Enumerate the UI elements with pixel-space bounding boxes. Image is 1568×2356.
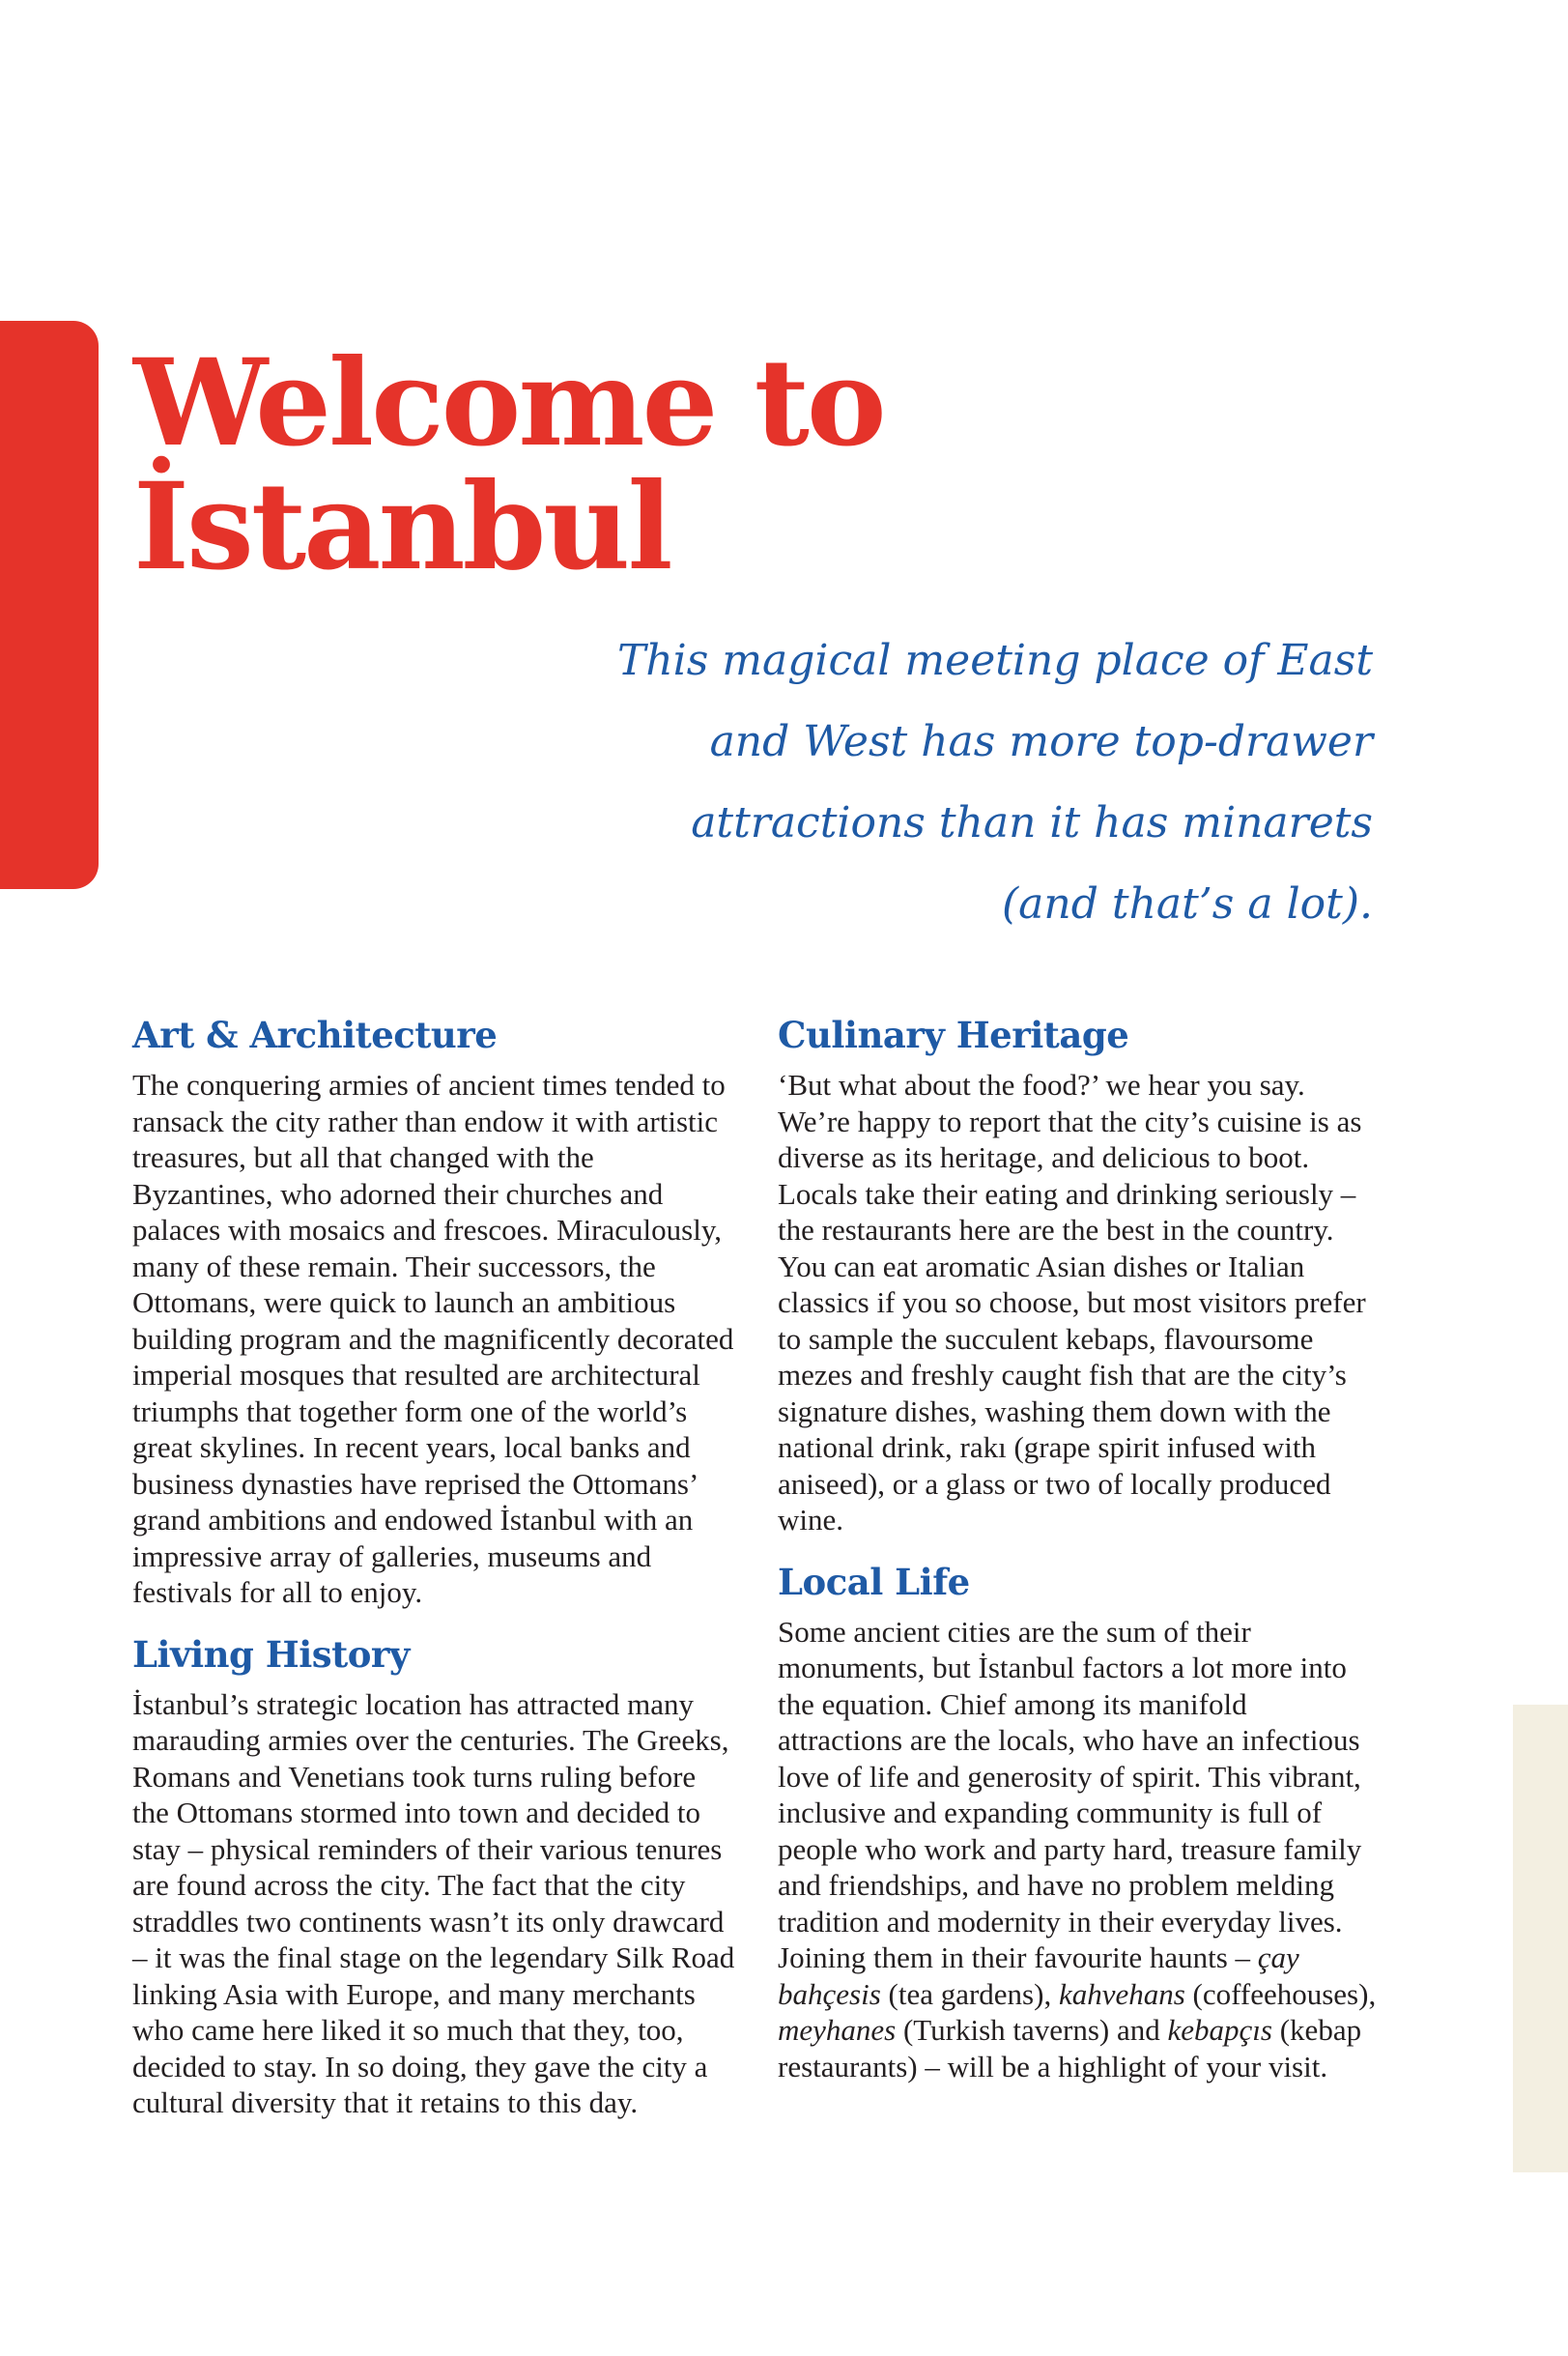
art-architecture-body: The conquering armies of ancient times tended to ransack the city rather than endow it with artistic treasures, but all that changed with the Byzantines, who adorned their churches and palaces with mosaics and frescoes. Miraculously, many of these remain. Their successors, the Ottomans, were quick to launch an ambitious building program and the magnificently decorated imperial mosques that resulted are architectural triumphs that together form one of the world’s great skylines. In recent years, local banks and business dynasties have reprised the Ottomans’ grand ambitions and endowed İstanbul with an impressive array of galleries, museums and festivals for all to enjoy. [132,1068,734,1609]
living-history-body: İstanbul’s strategic location has attracted many marauding armies over the centuries. The Greeks, Romans and Venetians took turns ruling before the Ottomans stormed into town and decided to stay – physical reminders of their various tenures are found across the city. The fact that the city straddles two continents wasn’t its only drawcard – it was the final stage on the legendary Silk Road linking Asia with Europe, and many merchants who came here liked it so much that they, too, decided to stay. In so doing, they gave the city a cultural diversity that it retains to this day. [132,1686,735,2119]
living-history-heading: Living History [132,1632,410,1676]
term-meyhanes: meyhanes [778,2013,897,2047]
subtitle-line: and West has more top-drawer [709,717,1373,766]
term-cay-bahcesis: çay bahçesis [778,1940,1299,2011]
left-column [132,1005,735,2135]
side-tab-beige [1513,1705,1568,2172]
gloss-text: (tea gardens), [888,1976,1052,2011]
page-title-line1: Welcome to [133,333,884,474]
page-title-line2: İstanbul [133,457,670,597]
page-subtitle [407,620,1373,945]
gloss-text: (coffeehouses), [1192,1976,1377,2011]
subtitle-line: (and that’s a lot). [1002,879,1373,929]
subtitle-line: This magical meeting place of East [616,636,1373,685]
art-architecture-heading: Art & Architecture [132,1014,498,1056]
culinary-heritage-body: ‘But what about the food?’ we hear you say. We’re happy to report that the city’s cuisine is as diverse as its heritage, and delicious to boot. Locals take their eating and drinking seriously – the restaurants here are the best in the country. You can eat aromatic Asian dishes or Italian classics if you so choose, but most visitors prefer to sample the succulent kebaps, flavoursome mezes and freshly caught fish that are the city’s signature dishes, washing them down with the national drink, rakı (grape spirit infused with aniseed), or a glass or two of locally produced wine. [778,1068,1366,1537]
local-life-body [778,1614,1377,2085]
local-life-heading: Local Life [778,1560,970,1603]
chapter-tab-red [0,321,99,889]
term-kahvehans: kahvehans [1058,1976,1185,2011]
right-column [778,1005,1377,2098]
culinary-heritage-heading: Culinary Heritage [778,1014,1129,1056]
page-title [133,333,1099,597]
gloss-text: (Turkish taverns) and [902,2013,1160,2047]
subtitle-line: attractions than it has minarets [691,798,1373,848]
gloss-text: (kebap restaurants) – will be a highlight of your visit. [778,2013,1362,2083]
term-kebapcis: kebapçıs [1167,2013,1272,2047]
local-life-text: Some ancient cities are the sum of their monuments, but İstanbul factors a lot more into the equation. Chief among its manifold attractions are the locals, who have an infectious love of life and generosity of spirit. This vibrant, inclusive and expanding community is full of people who work and party hard, treasure family and friendships, and have no problem melding tradition and modernity in their everyday lives. Joining them in their favourite haunts – [778,1614,1362,1974]
